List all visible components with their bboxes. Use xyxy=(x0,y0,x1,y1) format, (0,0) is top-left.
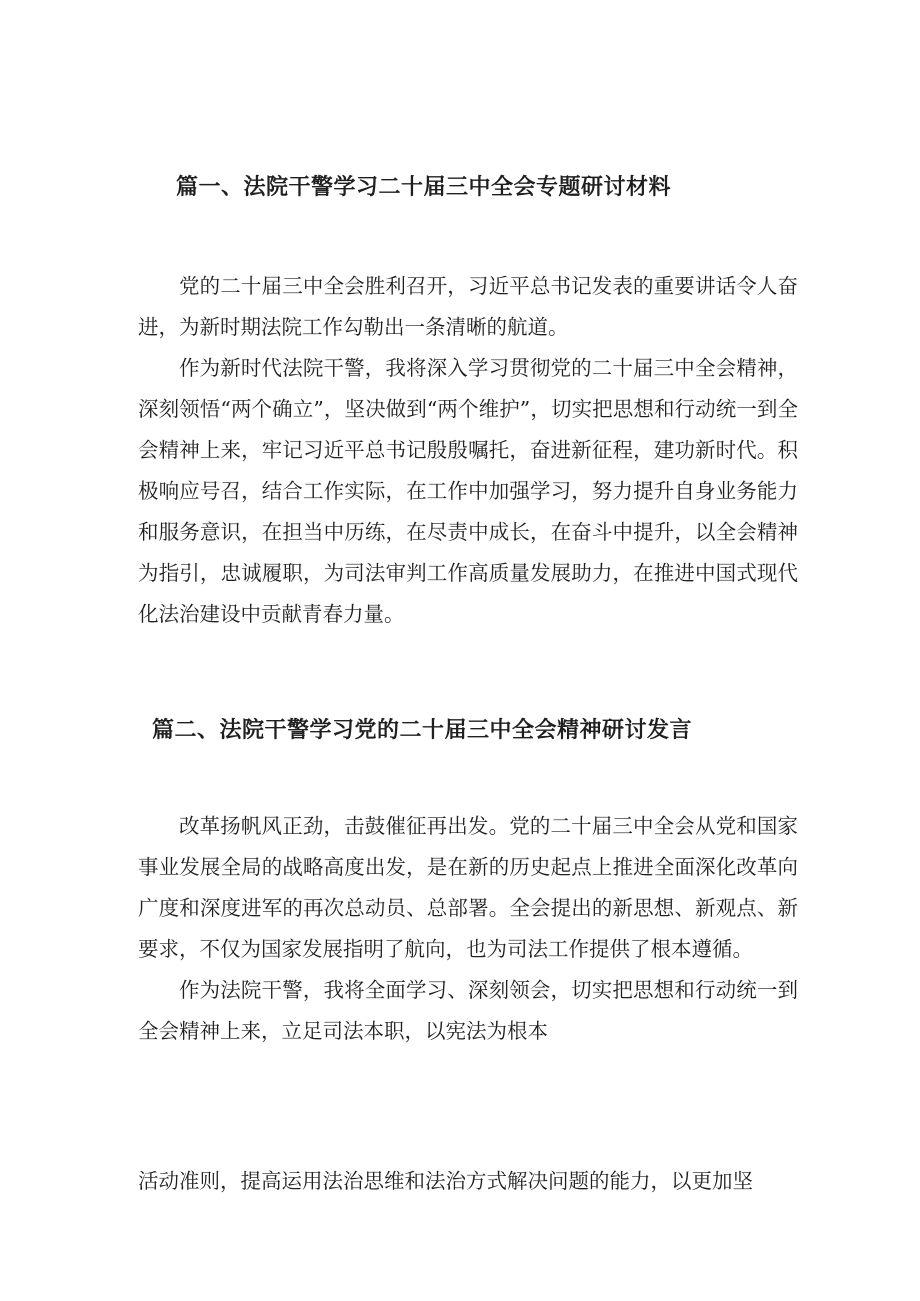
paragraph: 活动准则，提高运用法治思维和法治方式解决问题的能力，以更加坚 xyxy=(138,1169,753,1193)
paragraph: 作为新时代法院干警，我将深入学习贯彻党的二十届三中全会精神，深刻领悟“两个确立”，坚决做到“两个维护”，切实把思想和行动统一到全会精神上来，牢记习近平总书记殷殷嘱托，奋进新征程，建功新时代。积极响应号召，结合工作实际，在工作中加强学习，努力提升自身业务能力和服务意识，在担当中历练，在尽责中成长，在奋斗中提升，以全会精神为指引，忠诚履职，为司法审判工作高质量发展助力，在推进中国式现代化法治建设中贡献青春力量。 xyxy=(138,356,798,626)
paragraph: 改革扬帆风正劲，击鼓催征再出发。党的二十届三中全会从党和国家事业发展全局的战略高度出发，是在新的历史起点上推进全面深化改革向广度和深度进军的再次总动员、总部署。全会提出的新思想、新观点、新要求，不仅为国家发展指明了航向，也为司法工作提供了根本遵循。 xyxy=(138,814,798,961)
paragraph: 作为法院干警，我将全面学习、深刻领会，切实把思想和行动统一到全会精神上来，立足司法本职，以宪法为根本 xyxy=(138,978,798,1043)
section1-body xyxy=(138,266,798,635)
section1-title: 篇一、法院干警学习二十届三中全会专题研讨材料 xyxy=(176,175,672,200)
section2-body xyxy=(138,806,798,1052)
paragraph: 党的二十届三中全会胜利召开，习近平总书记发表的重要讲话令人奋进，为新时期法院工作勾勒出一条清晰的航道。 xyxy=(138,274,798,339)
section2-title: 篇二、法院干警学习党的二十届三中全会精神研讨发言 xyxy=(152,718,693,743)
section2-continuation xyxy=(138,1161,798,1202)
